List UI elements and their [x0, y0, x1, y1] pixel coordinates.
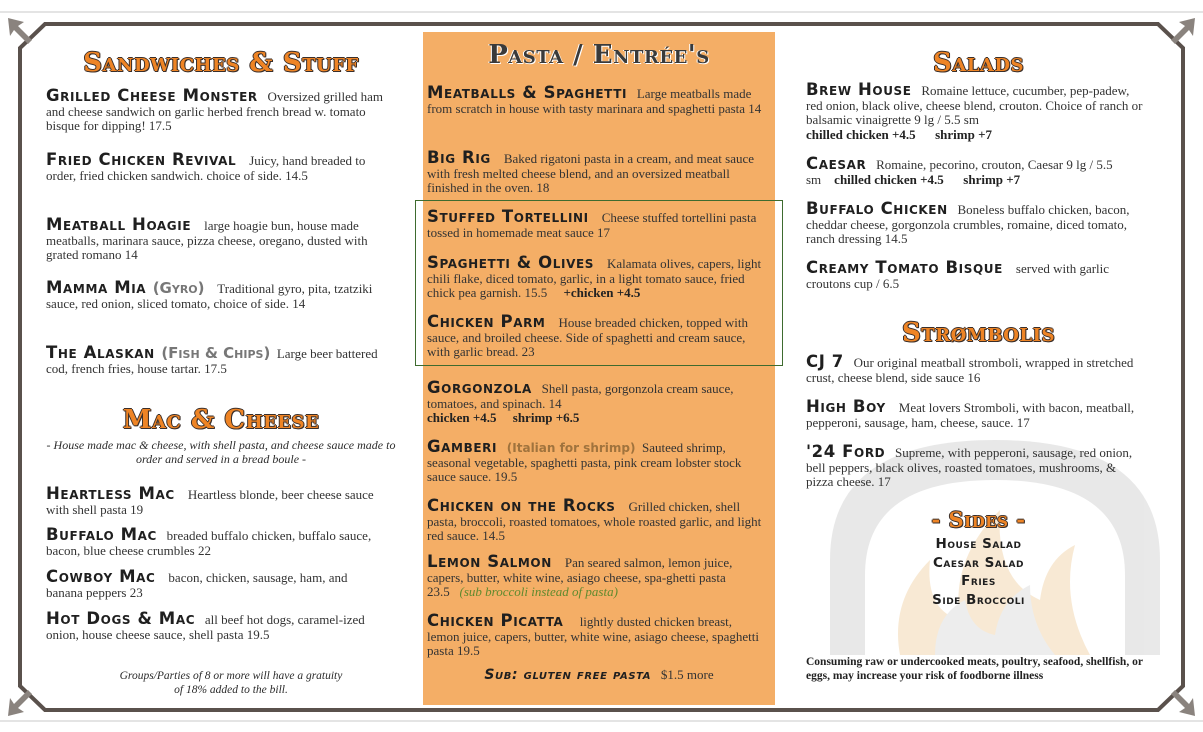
gluten-free-sub — [423, 668, 775, 683]
side-item: Caesar Salad — [933, 554, 1024, 571]
menu-item — [46, 484, 381, 517]
mac-note: - House made mac & cheese, with shell pasta, and cheese sauce made to order and served in a bread boule - — [46, 438, 396, 466]
section-title-sandwiches: Sandwiches & Stuff — [83, 48, 359, 78]
sub-label: Sub: gluten free pasta — [484, 667, 652, 683]
item-name: Chicken Parm — [427, 312, 546, 331]
menu-item — [806, 199, 1151, 247]
item-desc: Supreme, with pepperoni, sausage, red onion, bell peppers, black olives, roasted tomatoes, mushrooms, & pizza cheese. 17 — [806, 445, 1133, 490]
menu-item — [427, 148, 767, 196]
item-desc: Sauteed shrimp, seasonal vegetable, spaghetti pasta, pink cream lobster stock sauce sauce. 19.5 — [427, 440, 742, 485]
item-desc: Boneless buffalo chicken, bacon, cheddar cheese, gorgonzola crumbles, romaine, diced tomato, ranch dressing 14.5 — [806, 202, 1130, 247]
item-name: Creamy Tomato Bisque — [806, 258, 1003, 277]
menu-item — [806, 397, 1146, 430]
item-desc: Baked rigatoni pasta in a cream, and meat sauce with fresh melted cheese blend, and an oversized meatball finished in the oven. 18 — [427, 151, 755, 196]
menu-item — [806, 258, 1151, 291]
arrow-icon-br — [1171, 690, 1195, 716]
item-name: Mamma Mia — [46, 278, 147, 297]
item-desc: Our original meatball stromboli, wrapped in stretched crust, cheese blend, side sauce 16 — [806, 355, 1134, 385]
item-name: Lemon Salmon — [427, 552, 552, 571]
item-name: Chicken on the Rocks — [427, 496, 616, 515]
sides-list — [806, 535, 1151, 609]
item-desc: Grilled chicken, shell pasta, broccoli, roasted tomatoes, whole roasted garlic, and light red sauce. 14.5 — [427, 499, 762, 544]
menu-item — [46, 525, 391, 558]
item-name: Big Rig — [427, 148, 491, 167]
side-item: House Salad — [935, 536, 1022, 552]
item-name: Meatballs & Spaghetti — [427, 83, 628, 102]
menu-item — [427, 496, 767, 544]
groups-note: Groups/Parties of 8 or more will have a gratuity of 18% added to the bill. — [119, 670, 343, 696]
item-desc: breaded buffalo chicken, buffalo sauce, bacon, blue cheese crumbles 22 — [46, 528, 372, 558]
arrow-icon-bl — [8, 690, 32, 716]
item-desc: Juicy, hand breaded to order, fried chicken sandwich. choice of side. 14.5 — [46, 153, 366, 183]
item-desc: all beef hot dogs, caramel-ized onion, house cheese sauce, shell pasta 19.5 — [46, 612, 365, 642]
menu-item — [806, 154, 1126, 187]
menu-item — [46, 609, 381, 642]
arrow-icon-tl — [8, 18, 32, 44]
section-title-pasta: Pasta / Entrée's — [488, 40, 710, 70]
sub-price: $1.5 more — [660, 667, 714, 682]
item-addon: chilled chicken +4.5 shrimp +7 — [806, 126, 992, 142]
item-desc: Romaine lettuce, cucumber, pep-padew, red onion, black olive, cheese blend, crouton. Choice of ranch or balsamic vinaigrette 9 lg / 5.5 sm — [806, 83, 1143, 128]
menu-item — [46, 150, 391, 183]
item-desc: Heartless blonde, beer cheese sauce with shell pasta 19 — [46, 487, 374, 517]
item-name: '24 Ford — [806, 442, 886, 461]
menu-item — [427, 552, 757, 600]
item-desc: Large meatballs made from scratch in house with tasty marinara and spaghetti pasta 14 — [427, 86, 762, 116]
item-addon: +chicken +4.5 — [563, 285, 641, 301]
section-title-salads: Salads — [933, 48, 1024, 78]
item-name: Grilled Cheese Monster — [46, 86, 258, 105]
item-name: Cowboy Mac — [46, 567, 156, 586]
item-subtitle: (Italian for shrimp) — [506, 441, 636, 455]
menu-item — [806, 442, 1146, 490]
menu-item — [427, 83, 767, 116]
item-name: Chicken Picatta — [427, 611, 564, 630]
menu-item — [46, 567, 381, 600]
item-name: High Boy — [806, 397, 886, 416]
section-title-stromboli: Strømbolis — [901, 318, 1056, 348]
item-note: (sub broccoli instead of pasta) — [459, 584, 618, 600]
item-name: Buffalo Chicken — [806, 199, 948, 218]
right-column — [806, 0, 1156, 732]
item-name: Brew House — [806, 80, 912, 99]
menu-item — [46, 278, 386, 311]
arrow-icon-tr — [1171, 18, 1195, 44]
side-item: Fries — [961, 573, 996, 589]
item-desc: lightly dusted chicken breast, lemon juice, capers, butter, white wine, asiago cheese, spaghetti pasta 19.5 — [427, 614, 759, 659]
highlight-box — [415, 200, 783, 366]
item-desc: House breaded chicken, topped with sauce, and broiled cheese. Side of spaghetti and cream sauce, with garlic bread. 23 — [427, 315, 748, 360]
section-title-sides: - Sides - — [931, 507, 1026, 532]
item-desc: Large beer battered cod, french fries, house tartar. 17.5 — [46, 346, 378, 376]
item-name: Fried Chicken Revival — [46, 150, 237, 169]
item-name: The Alaskan — [46, 343, 155, 362]
item-name: Buffalo Mac — [46, 525, 157, 544]
item-desc: large hoagie bun, house made meatballs, marinara sauce, pizza cheese, oregano, dusted with grated romano 14 — [46, 218, 368, 263]
item-name: CJ 7 — [806, 352, 844, 371]
item-desc: served with garlic croutons cup / 6.5 — [806, 261, 1110, 291]
menu-item — [806, 352, 1141, 385]
menu-item — [427, 378, 747, 426]
food-safety-warning: Consuming raw or undercooked meats, poultry, seafood, shellfish, or eggs, may increase your risk of foodborne illness — [806, 656, 1143, 682]
item-subtitle: (Gyro) — [152, 279, 205, 297]
item-name: Gorgonzola — [427, 378, 532, 397]
item-subtitle: (Fish & Chips) — [161, 344, 271, 362]
menu-item — [427, 437, 769, 485]
item-desc: Kalamata olives, capers, light chili flake, diced tomato, garlic, in a light tomato sauce, fried chick pea garnish. 15.5 — [427, 256, 762, 301]
item-name: Stuffed Tortellini — [427, 207, 589, 226]
item-desc: Pan seared salmon, lemon juice, capers, butter, white wine, asiago cheese, spa-ghetti pasta 23.5 — [427, 555, 733, 600]
item-desc: Shell pasta, gorgonzola cream sauce, tomatoes, and spinach. 14 — [427, 381, 734, 411]
menu-item — [806, 80, 1146, 142]
menu-item — [46, 343, 391, 376]
side-item: Side Broccoli — [932, 591, 1025, 608]
item-desc: Traditional gyro, pita, tzatziki sauce, red onion, sliced tomato, choice of side. 14 — [46, 281, 373, 311]
item-addon: chicken +4.5 shrimp +6.5 — [427, 410, 580, 426]
item-desc: Oversized grilled ham and cheese sandwich on garlic herbed french bread w. tomato bisque for dipping! 17.5 — [46, 89, 383, 134]
item-name: Heartless Mac — [46, 484, 175, 503]
item-addon: chilled chicken +4.5 shrimp +7 — [834, 171, 1021, 187]
item-name: Hot Dogs & Mac — [46, 609, 196, 628]
pasta-panel — [423, 32, 775, 705]
item-name: Meatball Hoagie — [46, 215, 192, 234]
item-name: Gamberi — [427, 437, 498, 456]
menu-item — [46, 86, 386, 134]
item-desc: Meat lovers Stromboli, with bacon, meatball, pepperoni, sausage, ham, cheese, sauce. 17 — [806, 400, 1135, 430]
menu-item — [46, 215, 391, 263]
item-name: Spaghetti & Olives — [427, 253, 595, 272]
item-desc: Cheese stuffed tortellini pasta tossed in homemade meat sauce 17 — [427, 210, 757, 240]
left-column — [46, 0, 396, 732]
section-title-mac: Mac & Cheese — [122, 405, 320, 435]
item-name: Caesar — [806, 154, 867, 173]
item-desc: Romaine, pecorino, crouton, Caesar 9 lg / 5.5 sm — [806, 157, 1113, 187]
item-desc: bacon, chicken, sausage, ham, and banana peppers 23 — [46, 570, 348, 600]
menu-item — [427, 611, 767, 659]
